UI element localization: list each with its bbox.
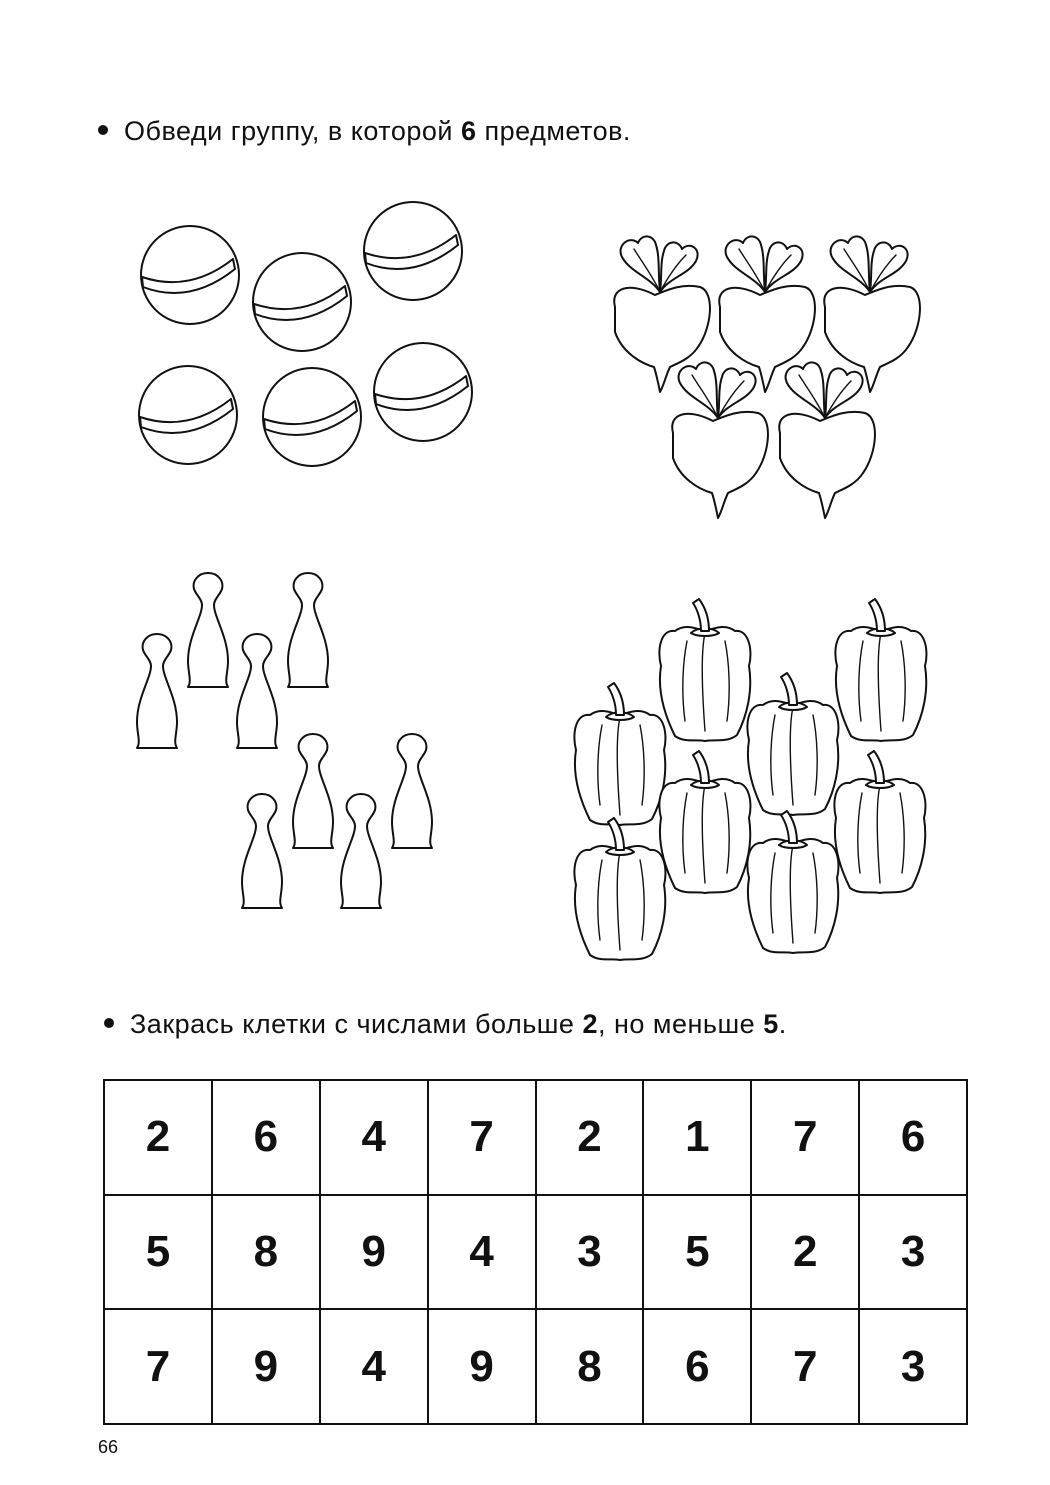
task-2-text-after: . [778,1009,787,1039]
beet-icon [672,362,768,518]
grid-cell[interactable]: 4 [320,1080,428,1195]
grid-cell[interactable]: 3 [859,1195,967,1310]
grid-cell[interactable]: 4 [320,1309,428,1424]
pin-icon [242,794,282,908]
grid-row [104,1195,967,1310]
grid-cell[interactable]: 5 [104,1195,212,1310]
grid-cell[interactable]: 1 [643,1080,751,1195]
task-2-instruction [104,1009,787,1040]
pepper-icon [659,751,750,893]
ball-icon [263,368,361,466]
peppers-group[interactable] [565,595,945,955]
pin-icon [293,734,333,848]
ball-icon [139,366,237,464]
ball-icon [374,343,472,441]
grid-cell[interactable]: 7 [428,1080,536,1195]
grid-cell[interactable]: 8 [536,1309,644,1424]
grid-cell[interactable]: 9 [320,1195,428,1310]
task-2-text-before: Закрась клетки с числами больше [130,1009,575,1039]
ball-icon [141,226,239,324]
grid-cell[interactable]: 5 [643,1195,751,1310]
balls-group[interactable] [125,195,495,485]
grid-row [104,1080,967,1195]
bullet-icon [98,125,108,135]
grid-cell[interactable]: 9 [212,1309,320,1424]
task-1-text-before: Обведи группу, в которой [124,116,453,146]
task-2-number-b: 5 [763,1009,779,1039]
task-2-number-a: 2 [582,1009,598,1039]
pepper-icon [747,673,838,815]
ball-icon [253,253,351,351]
bullet-icon [104,1018,114,1028]
task-1-instruction [98,116,631,147]
pin-icon [392,734,432,848]
pepper-icon [659,599,750,741]
grid-cell[interactable]: 3 [536,1195,644,1310]
grid-cell[interactable]: 7 [751,1309,859,1424]
number-grid [103,1079,968,1425]
grid-cell[interactable]: 4 [428,1195,536,1310]
task-1-number: 6 [460,116,477,146]
pin-icon [341,794,381,908]
pepper-icon [747,811,838,953]
grid-row [104,1309,967,1424]
pin-icon [188,573,228,687]
pin-icon [137,634,177,748]
task-2-text-middle: , но меньше [598,1009,756,1039]
grid-cell[interactable]: 6 [212,1080,320,1195]
grid-cell[interactable]: 3 [859,1309,967,1424]
pepper-icon [835,599,926,741]
ball-icon [364,202,462,300]
pins-group[interactable] [120,550,460,920]
pepper-icon [574,683,665,825]
pin-icon [237,634,277,748]
grid-cell[interactable]: 7 [751,1080,859,1195]
grid-cell[interactable]: 2 [751,1195,859,1310]
page-number: 66 [98,1437,119,1457]
grid-cell[interactable]: 9 [428,1309,536,1424]
grid-cell[interactable]: 7 [104,1309,212,1424]
grid-cell[interactable]: 6 [643,1309,751,1424]
pepper-icon [834,751,925,893]
beet-icon [779,362,875,518]
task-1-text-after: предметов. [484,116,631,146]
pin-icon [288,573,328,687]
grid-cell[interactable]: 2 [536,1080,644,1195]
beets-group[interactable] [590,225,940,525]
pepper-icon [574,818,665,960]
grid-cell[interactable]: 6 [859,1080,967,1195]
grid-cell[interactable]: 8 [212,1195,320,1310]
grid-cell[interactable]: 2 [104,1080,212,1195]
